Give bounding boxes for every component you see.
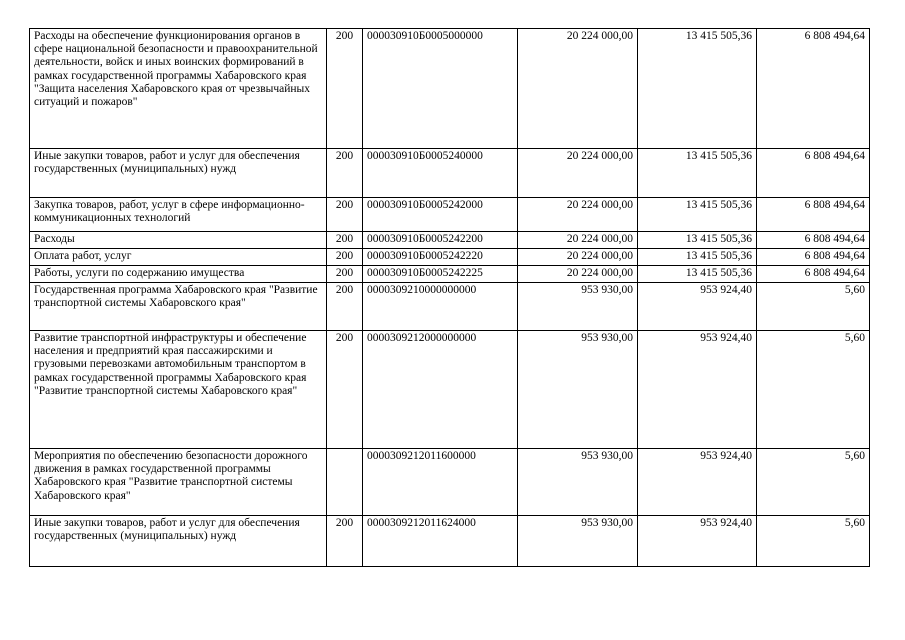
row-approved: 953 930,00 xyxy=(518,283,638,331)
row-csr: 000030910Б0005242225 xyxy=(363,266,518,283)
row-name: Оплата работ, услуг xyxy=(30,249,327,266)
row-approved: 953 930,00 xyxy=(518,449,638,516)
table-row xyxy=(30,516,870,567)
row-unexecuted: 6 808 494,64 xyxy=(757,198,870,232)
table-row xyxy=(30,198,870,232)
table-row xyxy=(30,232,870,249)
row-name: Расходы на обеспечение функционирования органов в сфере национальной безопасности и правоохранительной деятельности, войск и иных воинских формирований в рамках государственной программы Хабаровского края "Защита населения Хабаровского края от чрезвычайных ситуаций и пожаров" xyxy=(30,29,327,149)
row-code: 200 xyxy=(327,232,363,249)
row-code: 200 xyxy=(327,283,363,331)
table-row xyxy=(30,249,870,266)
row-unexecuted: 5,60 xyxy=(757,331,870,449)
row-unexecuted: 6 808 494,64 xyxy=(757,149,870,198)
row-name: Развитие транспортной инфраструктуры и обеспечение населения и предприятий края пассажирскими и грузовыми перевозками автомобильным транспортом в рамках государственной программы Хабаровского края "Развитие транспортной системы Хабаровского края" xyxy=(30,331,327,449)
row-executed: 953 924,40 xyxy=(638,331,757,449)
row-approved: 953 930,00 xyxy=(518,516,638,567)
row-name: Расходы xyxy=(30,232,327,249)
table-row xyxy=(30,149,870,198)
row-name: Иные закупки товаров, работ и услуг для обеспечения государственных (муниципальных) нужд xyxy=(30,516,327,567)
row-executed: 13 415 505,36 xyxy=(638,232,757,249)
row-approved: 20 224 000,00 xyxy=(518,29,638,149)
row-csr: 000030910Б0005240000 xyxy=(363,149,518,198)
row-unexecuted: 5,60 xyxy=(757,449,870,516)
row-csr: 000030910Б0005242220 xyxy=(363,249,518,266)
row-csr: 0000309212011600000 xyxy=(363,449,518,516)
row-approved: 953 930,00 xyxy=(518,331,638,449)
table-row xyxy=(30,283,870,331)
row-unexecuted: 6 808 494,64 xyxy=(757,232,870,249)
table-row xyxy=(30,266,870,283)
row-unexecuted: 6 808 494,64 xyxy=(757,249,870,266)
table-row xyxy=(30,29,870,149)
row-executed: 13 415 505,36 xyxy=(638,198,757,232)
row-name: Мероприятия по обеспечению безопасности дорожного движения в рамках государственной программы Хабаровского края "Развитие транспортной системы Хабаровского края" xyxy=(30,449,327,516)
row-csr: 000030910Б0005242200 xyxy=(363,232,518,249)
row-unexecuted: 6 808 494,64 xyxy=(757,266,870,283)
row-approved: 20 224 000,00 xyxy=(518,149,638,198)
row-approved: 20 224 000,00 xyxy=(518,266,638,283)
row-unexecuted: 6 808 494,64 xyxy=(757,29,870,149)
row-csr: 0000309212000000000 xyxy=(363,331,518,449)
row-executed: 953 924,40 xyxy=(638,449,757,516)
row-executed: 953 924,40 xyxy=(638,516,757,567)
row-name: Работы, услуги по содержанию имущества xyxy=(30,266,327,283)
row-executed: 13 415 505,36 xyxy=(638,249,757,266)
row-approved: 20 224 000,00 xyxy=(518,232,638,249)
row-code: 200 xyxy=(327,266,363,283)
table-row xyxy=(30,449,870,516)
row-code: 200 xyxy=(327,249,363,266)
row-unexecuted: 5,60 xyxy=(757,283,870,331)
row-name: Государственная программа Хабаровского края "Развитие транспортной системы Хабаровского края" xyxy=(30,283,327,331)
row-name: Иные закупки товаров, работ и услуг для обеспечения государственных (муниципальных) нужд xyxy=(30,149,327,198)
row-executed: 953 924,40 xyxy=(638,283,757,331)
row-csr: 0000309210000000000 xyxy=(363,283,518,331)
row-executed: 13 415 505,36 xyxy=(638,266,757,283)
budget-table xyxy=(29,28,870,567)
row-code: 200 xyxy=(327,198,363,232)
row-code xyxy=(327,449,363,516)
row-code: 200 xyxy=(327,516,363,567)
row-csr: 000030910Б0005000000 xyxy=(363,29,518,149)
row-unexecuted: 5,60 xyxy=(757,516,870,567)
row-executed: 13 415 505,36 xyxy=(638,149,757,198)
row-name: Закупка товаров, работ, услуг в сфере информационно-коммуникационных технологий xyxy=(30,198,327,232)
row-code: 200 xyxy=(327,149,363,198)
row-csr: 0000309212011624000 xyxy=(363,516,518,567)
row-executed: 13 415 505,36 xyxy=(638,29,757,149)
row-approved: 20 224 000,00 xyxy=(518,249,638,266)
row-approved: 20 224 000,00 xyxy=(518,198,638,232)
table-row xyxy=(30,331,870,449)
row-csr: 000030910Б0005242000 xyxy=(363,198,518,232)
row-code: 200 xyxy=(327,29,363,149)
row-code: 200 xyxy=(327,331,363,449)
